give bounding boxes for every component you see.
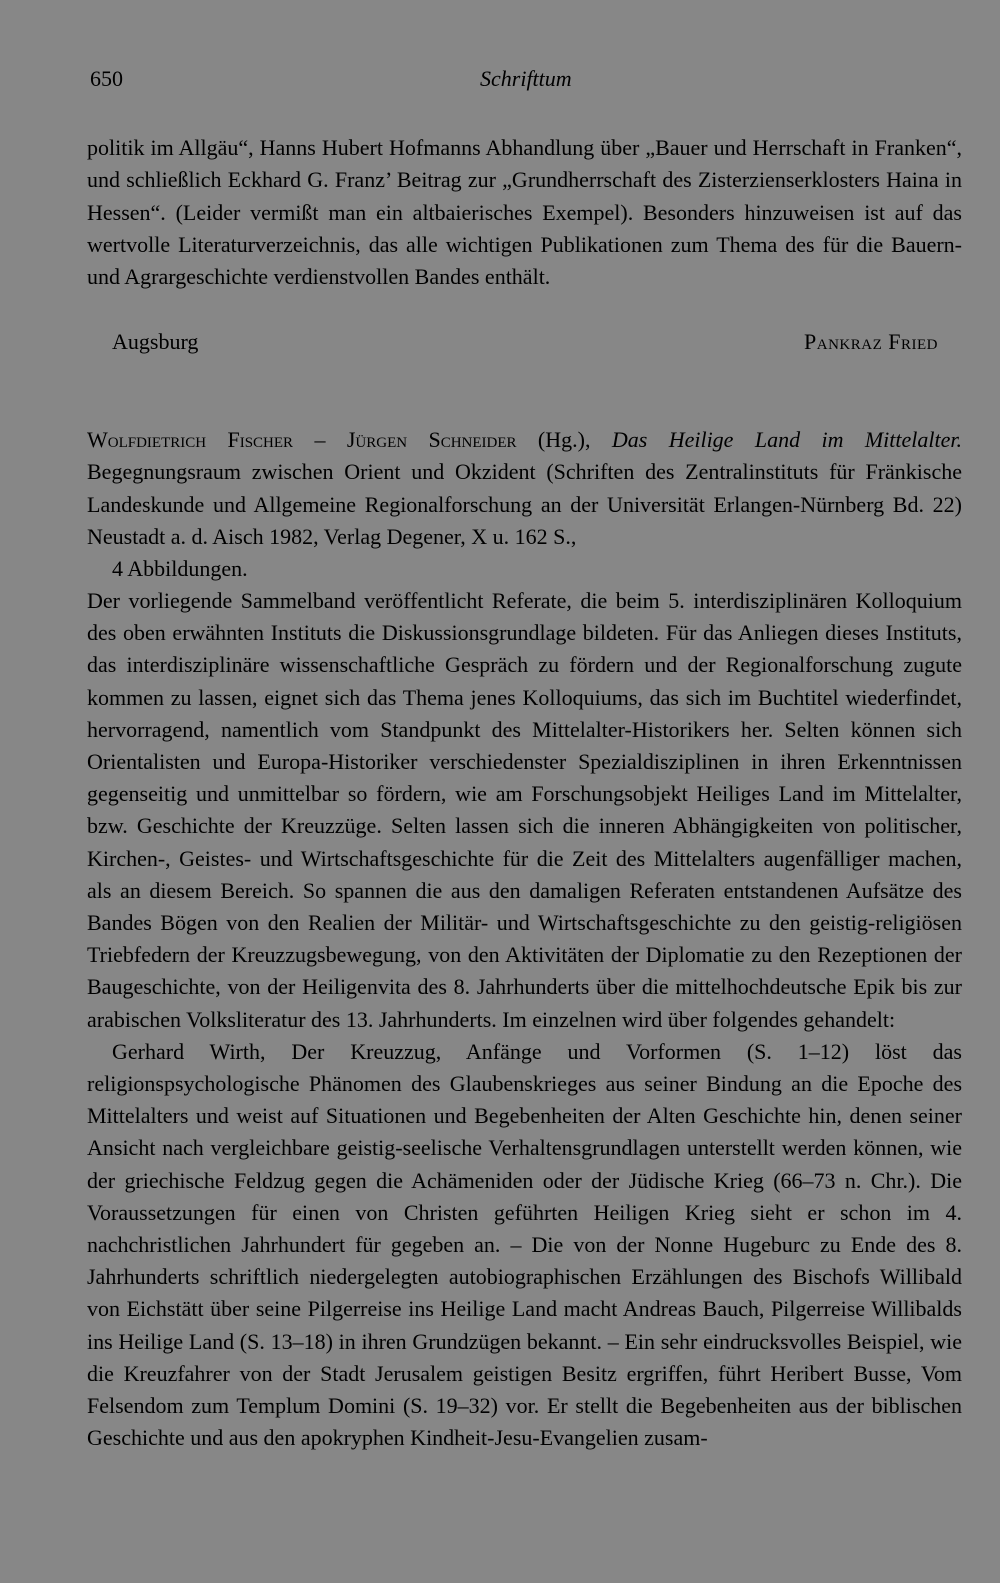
review-paragraph-2: Gerhard Wirth, Der Kreuzzug, Anfänge und Vorformen (S. 1–12) löst das religionspsychologische Phänomen des Glaubenskrieges aus seiner Bindung an die Epoche des Mittelalters und weist auf Situationen und Begebenheiten der Alten Geschichte hin, denen seiner Ansicht nach vergleichbare geistig-seelische Verhaltensgrundlagen unterstellt werden können, wie der griechische Feldzug gegen die Achämeniden oder der Jüdische Krieg (66–73 n. Chr.). Die Voraussetzungen für einen von Christen geführten Heiligen Krieg sieht er schon im 4. nachchristlichen Jahrhundert für gegeben an. – Die von der Nonne Hugeburc zu Ende des 8. Jahrhunderts schriftlich niedergelegten autobiographischen Erzählungen des Bischofs Willibald von Eichstätt über seine Pilgerreise ins Heilige Land macht Andreas Bauch, Pilgerreise Willibalds ins Heilige Land (S. 13–18) in ihren Grundzügen bekannt. – Ein sehr eindrucksvolles Beispiel, wie die Kreuzfahrer von der Stadt Jerusalem geistigen Besitz ergriffen, führt Heribert Busse, Vom Felsendom zum Templum Domini (S. 19–32) vor. Er stellt die Begebenheiten aus der biblischen Geschichte und aus den apokryphen Kindheit-Jesu-Evangelien zusam-	[87, 1038, 962, 1451]
citation-role: (Hg.),	[516, 427, 612, 452]
review-body	[87, 585, 962, 1454]
review-closing-paragraph: politik im Allgäu“, Hanns Hubert Hofmanns Abhandlung über „Bauer und Herrschaft in Franken“, und schließlich Eckhard G. Franz’ Beitrag zur „Grundherrschaft des Zisterzienserklosters Haina in Hessen“. (Leider vermißt man ein altbaierisches Exempel). Besonders hinzuweisen ist auf das wertvolle Literaturverzeichnis, das alle wichtigen Publikationen zum Thema des für die Bauern- und Agrargeschichte verdienstvollen Bandes enthält.	[87, 135, 962, 290]
review-paragraph-1: Der vorliegende Sammelband veröffentlicht Referate, die beim 5. interdisziplinären Kolloquium des oben erwähnten Instituts die Diskussionsgrundlage bildeten. Für das Anliegen dieses Instituts, das interdisziplinäre wissenschaftliche Gespräch zu fördern und der Regionalforschung zugute kommen zu lassen, eignet sich das Thema jenes Kolloquiums, das sich im Buchtitel wiederfindet, hervorragend, namentlich vom Standpunkt des Mittelalter-Historikers her. Selten können sich Orientalisten und Europa-Historiker verschiedenster Spezialdisziplinen in ihren Erkenntnissen gegenseitig und unmittelbar so fördern, wie am Forschungsobjekt Heiliges Land im Mittelalter, bzw. Geschichte der Kreuzzüge. Selten lassen sich die inneren Abhängigkeiten von politischer, Kirchen-, Geistes- und Wirtschaftsgeschichte für die Zeit des Mittelalters augenfälliger machen, als an diesem Bereich. So spannen die aus den damaligen Referaten entstandenen Aufsätze des Bandes Bögen von den Realien der Militär- und Wirtschaftsgeschichte zu den geistig-religiösen Triebfedern der Kreuzzugsbewegung, von den Aktivitäten der Diplomatie zu den Rezeptionen der Baugeschichte, von der Heiligenvita des 8. Jahrhunderts über die mittelhochdeutsche Epik bis zur arabischen Volksliteratur des 13. Jahrhunderts. Im einzelnen wird über folgendes gehandelt:	[87, 588, 962, 1032]
running-header	[90, 66, 962, 96]
running-title: Schrifttum	[480, 66, 572, 91]
reviewer-name: Pankraz Fried	[804, 329, 938, 354]
page-number: 650	[90, 66, 123, 91]
review-signature	[112, 326, 938, 358]
review-place: Augsburg	[112, 329, 199, 354]
book-citation	[87, 424, 962, 585]
citation-details: Begegnungsraum zwischen Orient und Okzident (Schriften des Zentralinstituts für Fränkische Landeskunde und Allgemeine Regionalforschung an der Universität Erlangen-Nürnberg Bd. 22) Neustadt a. d. Aisch 1982, Verlag Degener, X u. 162 S.,	[87, 459, 962, 549]
citation-title: Das Heilige Land im Mittelalter.	[611, 427, 963, 452]
citation-editors: Wolfdietrich Fischer – Jürgen Schneider	[87, 427, 517, 452]
citation-extra: 4 Abbildungen.	[112, 556, 248, 582]
